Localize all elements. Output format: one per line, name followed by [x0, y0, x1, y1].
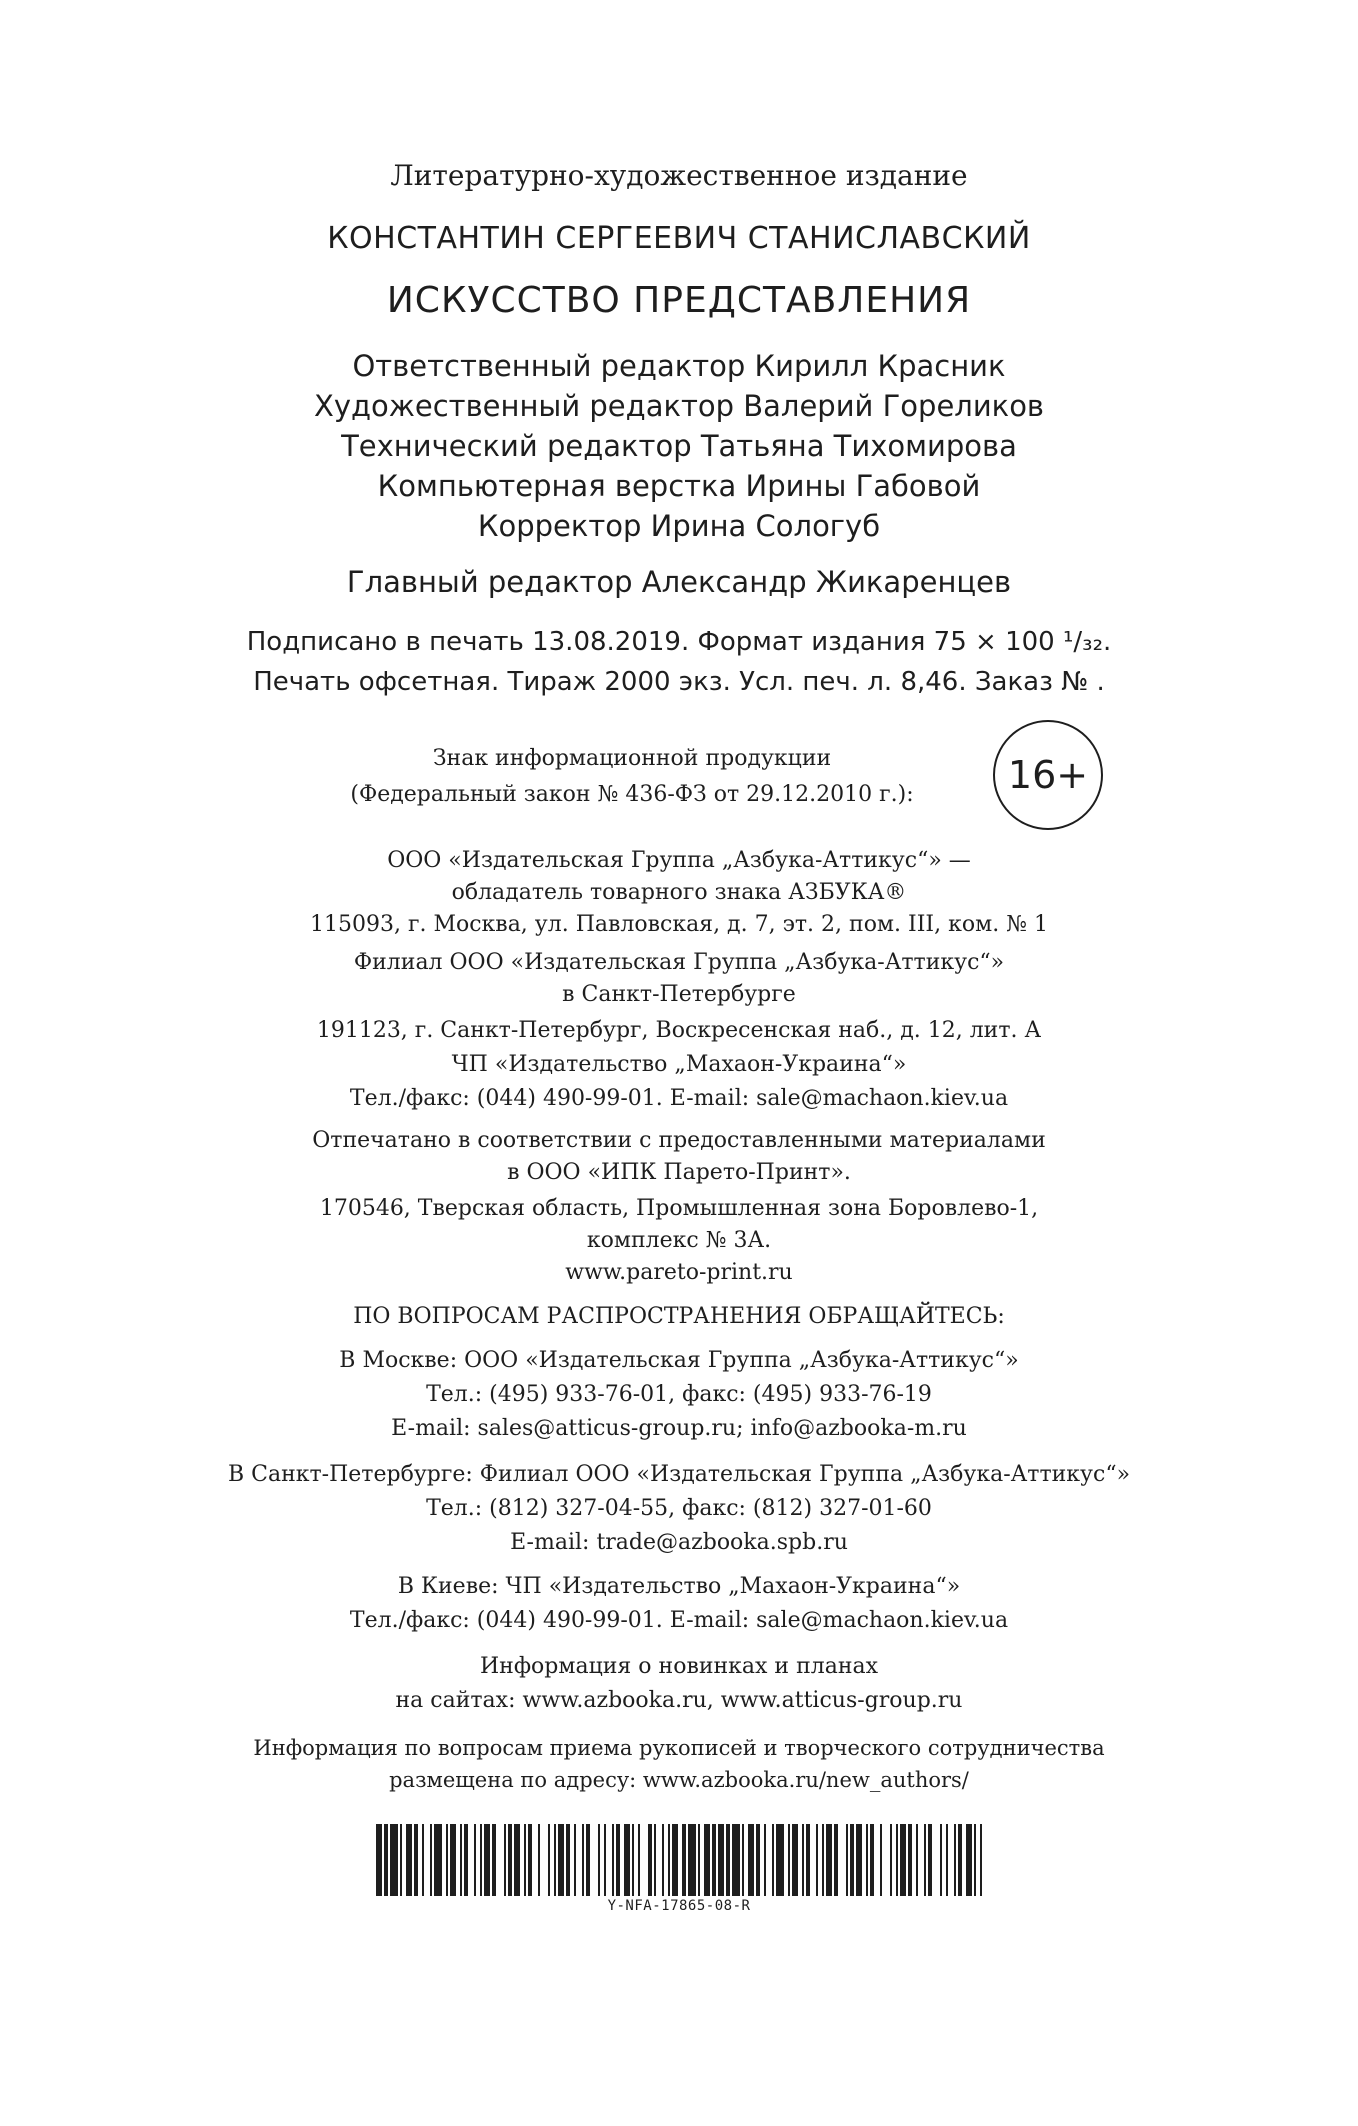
barcode-bar [816, 1824, 818, 1896]
barcode-bar [430, 1824, 432, 1896]
barcode-bar [460, 1824, 462, 1896]
barcode-bar [776, 1824, 784, 1896]
age-rating-caption: Знак информационной продукции [432, 746, 832, 771]
barcode-bar [908, 1824, 912, 1896]
printer-line: в ООО «ИПК Парето-Принт». [507, 1160, 851, 1185]
barcode-bar [772, 1824, 774, 1896]
barcode-bar [484, 1824, 490, 1896]
barcode-label: Y-NFA-17865-08-R [607, 1898, 751, 1914]
distribution-moscow: E-mail: sales@atticus-group.ru; info@azbooka-m.ru [391, 1416, 967, 1441]
manuscripts-line: размещена по адресу: www.azbooka.ru/new_authors/ [389, 1768, 969, 1792]
barcode-bar [924, 1824, 926, 1896]
info-line: на сайтах: www.azbooka.ru, www.atticus-group.ru [395, 1688, 963, 1713]
credit-line: Художественный редактор Валерий Гореликов [313, 389, 1045, 423]
barcode-bar [474, 1824, 476, 1896]
barcode-bar [834, 1824, 838, 1896]
barcode-bar [384, 1824, 388, 1896]
barcode-bar [528, 1824, 532, 1896]
barcode-bar [624, 1824, 630, 1896]
barcode-bar [806, 1824, 810, 1896]
barcode-bar [422, 1824, 424, 1896]
barcode-bar [598, 1824, 600, 1896]
barcode-bar [940, 1824, 942, 1896]
barcode-bar [928, 1824, 932, 1896]
barcode-bar [788, 1824, 790, 1896]
barcode-bar [638, 1824, 640, 1896]
barcode-bar [688, 1824, 696, 1896]
barcode-bar [574, 1824, 576, 1896]
barcode-bar [900, 1824, 906, 1896]
barcode-bar [376, 1824, 382, 1896]
barcode-bar [712, 1824, 716, 1896]
barcode-bar [480, 1824, 482, 1896]
barcode-bar [916, 1824, 918, 1896]
barcode-bar [748, 1824, 754, 1896]
barcode-bar [558, 1824, 564, 1896]
age-rating-law: (Федеральный закон № 436-ФЗ от 29.12.2010 г.): [350, 782, 914, 807]
barcode-bar [718, 1824, 724, 1896]
barcode-bar [890, 1824, 892, 1896]
barcode-bar [958, 1824, 962, 1896]
barcode-bar [662, 1824, 664, 1896]
barcode-bar [974, 1824, 976, 1896]
barcode-bar [538, 1824, 540, 1896]
distribution-moscow: В Москве: ООО «Издательская Группа „Азбука-Аттикус“» [339, 1348, 1019, 1373]
barcode-bar [414, 1824, 418, 1896]
edition-type: Литературно-художественное издание [390, 159, 968, 192]
barcode-bar [822, 1824, 824, 1896]
barcode-bar [434, 1824, 442, 1896]
barcode-bar [390, 1824, 398, 1896]
barcode-bar [604, 1824, 606, 1896]
barcode-bar [980, 1824, 982, 1896]
age-rating-value: 16+ [1007, 753, 1089, 797]
barcode-bar [524, 1824, 526, 1896]
distribution-spb: В Санкт-Петербурге: Филиал ООО «Издательская Группа „Азбука-Аттикус“» [227, 1462, 1131, 1487]
printer-website: www.pareto-print.ru [565, 1260, 793, 1285]
barcode-bar [946, 1824, 948, 1896]
publisher-line: 115093, г. Москва, ул. Павловская, д. 7, эт. 2, пом. III, ком. № 1 [309, 912, 1048, 937]
publisher-line: ЧП «Издательство „Махаон-Украина“» [451, 1052, 907, 1077]
age-rating-badge [993, 720, 1103, 830]
barcode-bar [880, 1824, 882, 1896]
printer-line: комплекс № 3А. [586, 1228, 772, 1253]
credit-line: Технический редактор Татьяна Тихомирова [341, 429, 1017, 463]
barcode-bar [896, 1824, 898, 1896]
barcode-bar [756, 1824, 760, 1896]
barcode-bar [698, 1824, 700, 1896]
barcode-bar [732, 1824, 740, 1896]
barcode-bar [586, 1824, 590, 1896]
barcode-bar [704, 1824, 710, 1896]
barcode-bar [548, 1824, 550, 1896]
barcode-bar [846, 1824, 848, 1896]
info-line: Информация о новинках и планах [479, 1654, 879, 1679]
barcode-bar [616, 1824, 620, 1896]
manuscripts-line: Информация по вопросам приема рукописей и творческого сотрудничества [253, 1736, 1105, 1760]
barcode-bar [870, 1824, 874, 1896]
credit-line: Ответственный редактор Кирилл Красник [352, 349, 1006, 383]
publisher-line: обладатель товарного знака АЗБУКА® [451, 880, 907, 905]
barcode-bar [856, 1824, 862, 1896]
barcode-bar [504, 1824, 506, 1896]
barcode-bar [826, 1824, 832, 1896]
barcode-bar [742, 1824, 744, 1896]
barcode-bar [632, 1824, 634, 1896]
distribution-spb: E-mail: trade@azbooka.spb.ru [510, 1530, 848, 1555]
barcode-bar [682, 1824, 686, 1896]
barcode-bar [406, 1824, 412, 1896]
barcode-bar [514, 1824, 520, 1896]
publisher-line: в Санкт-Петербурге [562, 982, 796, 1007]
barcode-bar [668, 1824, 670, 1896]
publisher-line: Филиал ООО «Издательская Группа „Азбука-Аттикус“» [353, 950, 1005, 975]
barcode-bar [802, 1824, 804, 1896]
credit-line: Компьютерная верстка Ирины Габовой [377, 469, 981, 503]
print-info-line: Печать офсетная. Тираж 2000 экз. Усл. печ. л. 8,46. Заказ № . [253, 667, 1105, 697]
barcode-bar [654, 1824, 656, 1896]
barcode-bar [582, 1824, 584, 1896]
barcode-bar [672, 1824, 678, 1896]
barcode-bar [764, 1824, 766, 1896]
credit-line: Главный редактор Александр Жикаренцев [346, 565, 1012, 599]
barcode-bar [850, 1824, 854, 1896]
print-info-line: Подписано в печать 13.08.2019. Формат издания 75 × 100 ¹/₃₂. [246, 627, 1112, 657]
distribution-moscow: Тел.: (495) 933-76-01, факс: (495) 933-76-19 [426, 1382, 932, 1407]
barcode-bar [612, 1824, 614, 1896]
barcode-bar [492, 1824, 496, 1896]
barcode [376, 1824, 988, 1896]
author-name: КОНСТАНТИН СЕРГЕЕВИЧ СТАНИСЛАВСКИЙ [327, 221, 1031, 256]
barcode-bar [792, 1824, 798, 1896]
printer-line: Отпечатано в соответствии с предоставленными материалами [312, 1128, 1046, 1153]
printer-line: 170546, Тверская область, Промышленная зона Боровлево-1, [319, 1196, 1039, 1221]
distribution-spb: Тел.: (812) 327-04-55, факс: (812) 327-01-60 [426, 1496, 932, 1521]
distribution-kiev: В Киеве: ЧП «Издательство „Махаон-Украина“» [397, 1574, 961, 1599]
distribution-kiev: Тел./факс: (044) 490-99-01. E-mail: sale@machaon.kiev.ua [349, 1608, 1009, 1633]
barcode-bar [866, 1824, 868, 1896]
publisher-line: 191123, г. Санкт-Петербург, Воскресенская наб., д. 12, лит. А [316, 1018, 1042, 1043]
distribution-heading: ПО ВОПРОСАМ РАСПРОСТРАНЕНИЯ ОБРАЩАЙТЕСЬ: [353, 1304, 1005, 1329]
barcode-bar [508, 1824, 512, 1896]
barcode-bar [566, 1824, 570, 1896]
barcode-bar [726, 1824, 730, 1896]
publisher-line: ООО «Издательская Группа „Азбука-Аттикус“» — [387, 848, 971, 873]
barcode-bar [648, 1824, 652, 1896]
credit-line: Корректор Ирина Сологуб [477, 509, 881, 543]
publisher-contact: Тел./факс: (044) 490-99-01. E-mail: sale@machaon.kiev.ua [349, 1086, 1009, 1111]
book-title: ИСКУССТВО ПРЕДСТАВЛЕНИЯ [386, 280, 972, 321]
barcode-bar [954, 1824, 956, 1896]
barcode-bar [400, 1824, 402, 1896]
barcode-bar [450, 1824, 456, 1896]
barcode-bar [966, 1824, 972, 1896]
barcode-bar [554, 1824, 556, 1896]
barcode-bar [464, 1824, 468, 1896]
barcode-bar [446, 1824, 448, 1896]
